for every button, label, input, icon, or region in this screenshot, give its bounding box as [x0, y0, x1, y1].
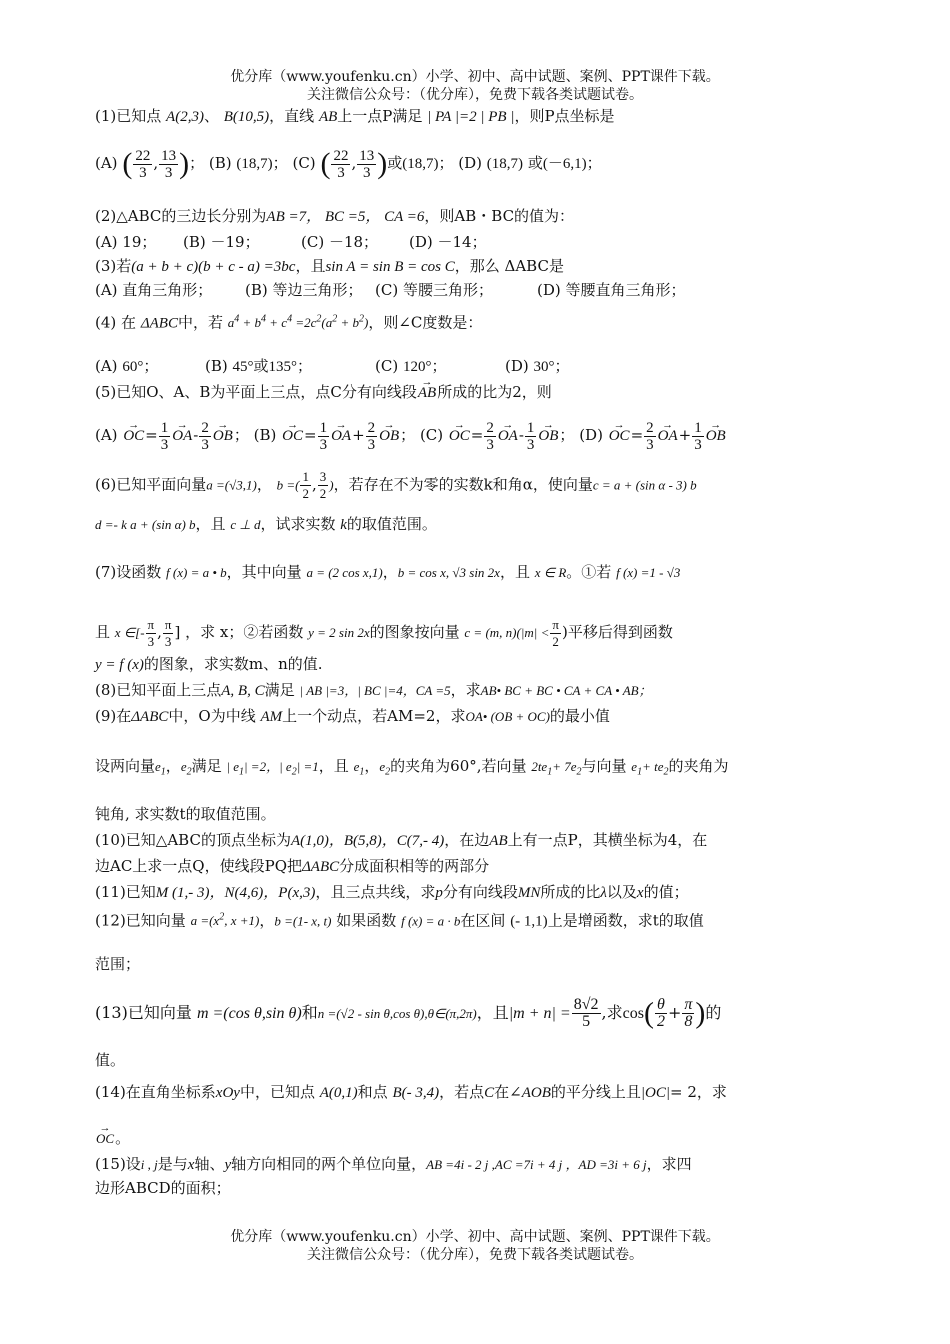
header-line-2: 关注微信公众号：（优分库），免费下载各类试题试卷。	[307, 87, 643, 103]
header-line-1: 优分库（www.youfenku.cn）小学、初中、高中试题、案例、PPT课件下载。	[230, 69, 720, 85]
footer-line-1: 优分库（www.youfenku.cn）小学、初中、高中试题、案例、PPT课件下载。	[230, 1229, 720, 1245]
q13-cont: 值。	[95, 1051, 126, 1069]
footer-line-2: 关注微信公众号：（优分库），免费下载各类试题试卷。	[307, 1247, 643, 1263]
q14-cont: → OC。	[95, 1127, 857, 1150]
page-footer	[0, 1228, 950, 1264]
q7-cont2: y = f (x)的图象，求实数m、n的值.	[95, 655, 323, 673]
q2-stem: (2)△ABC的三边长分别为AB =7， BC =5， CA =6，则AB・BC的值为：	[95, 207, 575, 225]
q7-stem: (7)设函数 f (x) = a • b，其中向量 a = (2 cos x,1)，b = cos x, √3 sin 2x，且 x ∈ R。①若 f (x) =1 - √3	[95, 563, 681, 581]
q2-options: (A) 19； (B) －19； (C) －18； (D) －14；	[95, 233, 487, 251]
page-header	[0, 68, 950, 104]
q12-stem: (12)已知向量 $a =(x^2$, x +1)，b =(1- x, t) 如果函数 f (x) = a · b在区间 (- 1,1)上是增函数，求t的取值	[95, 911, 704, 930]
q3-options: (A) 直角三角形； (B) 等边三角形； (C) 等腰三角形； (D) 等腰直角三角形；	[95, 281, 686, 299]
q3-stem: (3)若(a + b + c)(b + c - a) =3bc，且sin A = sin B = cos C，那么 ΔABC是	[95, 257, 564, 275]
q1-stem: (1)已知点 A(2,3)、 B(10,5)，直线 AB上一点P满足 | PA |=2 | PB |，则P点坐标是	[95, 107, 615, 125]
q10-cont: 边AC上求一点Q，使线段PQ把ΔABC分成面积相等的两部分	[95, 857, 490, 875]
q10-stem: (10)已知△ABC的顶点坐标为A(1,0)，B(5,8)，C(7,- 4)，在边AB上有一点P，其横坐标为4，在	[95, 831, 708, 849]
q11-stem: (11)已知M (1,- 3)，N(4,6)，P(x,3)，且三点共线，求p分有向线段MN所成的比λ以及x的值；	[95, 883, 689, 901]
q5-stem: (5)已知O、A、B为平面上三点，点C分有向线段→ AB所成的比为2，则	[95, 381, 857, 404]
q14-stem: (14)在直角坐标系xOy中，已知点 A(0,1)和点 B(- 3,4)，若点C在∠AOB的平分线上且|OC|= 2，求	[95, 1083, 727, 1101]
q5-options: (A) → OC= $\frac{1}{3}$ → OA- $\frac{2}{3}$ → OB； (B) → OC= $\frac{1}{3}$ → OA+ $\frac{2}{3}$ → OB； (C) → OC= $\frac{2}{3}$ → OA- $\frac{1}{3}$ → OB； (D) → OC= $\frac{2}{3}$ → OA+ $\frac{1}{3}$ → OB	[95, 417, 857, 454]
q6-stem: (6)已知平面向量a =(√3,1)， b =( $\frac{1}{2}$ , $\frac{3}{2}$ )，若存在不为零的实数k和角α，使向量c = a + (sin α - 3) b	[95, 469, 697, 501]
q1-options: (A) ( $\frac{22}{3}$ , $\frac{13}{3}$ )； (B) (18,7)； (C) ( $\frac{22}{3}$ , $\frac{13}{3}$ )或(18,7)； (D) (18,7) 或(－6,1)；	[95, 147, 602, 181]
q4-stem: (4) 在 ΔABC中，若 $a^4 + b^4 + c^4 =2c^2(a^2 + b^2)$，则∠C度数是：	[95, 313, 483, 332]
qx-stem: 设两向量$e_1$，$e_2$满足 | $e_1| =2$，| $e_2| =1$，且 $e_1$，$e_2$的夹角为60°,若向量 $2te_1+ 7e_2$与向量 $e_1+ te_2$的夹角为	[95, 757, 729, 778]
q6-cont: d =- k a + (sin α) b，且 c ⊥ d，试求实数 k的取值范围。	[95, 515, 437, 533]
q4-options: (A) 60°； (B) 45°或135°； (C) 120°； (D) 30°；	[95, 357, 570, 375]
qx-cont: 钝角, 求实数t的取值范围。	[95, 805, 276, 823]
q7-cont: 且 x ∈[- $\frac{\pi}{3}$ , $\frac{\pi}{3}$ ] ，求 x；②若函数 y = 2 sin 2x的图象按向量 c = (m, n)(|m| < $\frac{\pi}{2}$ )平移后得到函数	[95, 616, 673, 649]
q13-stem: (13)已知向量 m =(cos θ,sin θ)和n =(√2 - sin θ,cos θ),θ∈(π,2π)，且|m + n| = $\frac{8√2}{5}$ ,求cos( $\frac{\theta}{2}$ + $\frac{\pi}{8}$ )的	[95, 996, 722, 1030]
q8-stem: (8)已知平面上三点A, B, C满足 | AB |=3，| BC |=4，CA =5，求AB• BC + BC • CA + CA • AB；	[95, 681, 652, 699]
q15-stem: (15)设i , j是与x轴、y轴方向相同的两个单位向量，AB =4i - 2 j ,AC =7i + 4 j ，AD =3i + 6 j，求四	[95, 1155, 692, 1173]
q15-cont: 边形ABCD的面积；	[95, 1179, 231, 1197]
q12-cont: 范围；	[95, 955, 141, 973]
q9-stem: (9)在ΔABC中，O为中线 AM上一个动点，若AM=2，求OA• (OB + OC)的最小值	[95, 707, 610, 725]
